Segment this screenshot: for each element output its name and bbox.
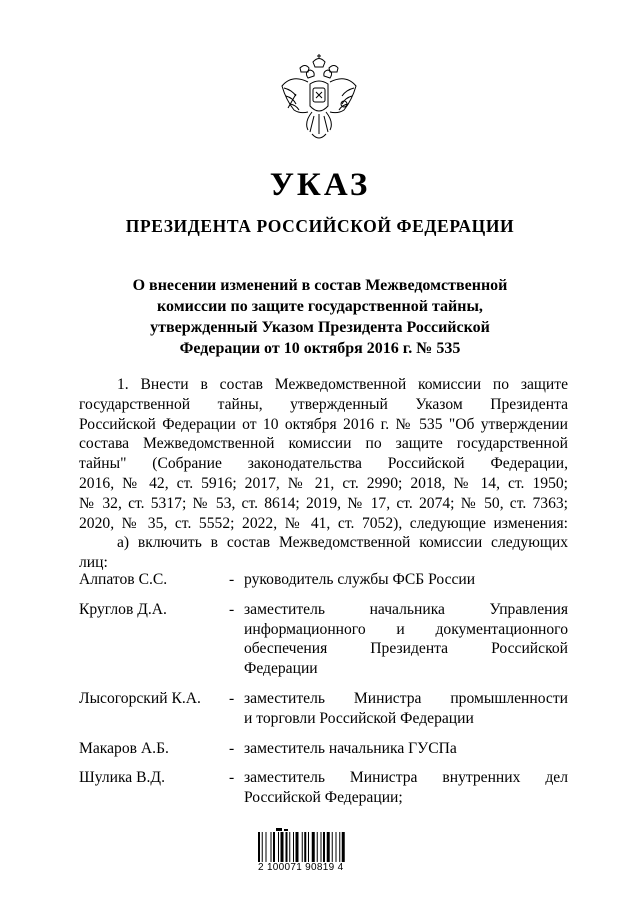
- barcode: [258, 832, 362, 862]
- member-name: Лысогорский К.А.: [79, 689, 201, 707]
- member-dash: -: [229, 739, 235, 757]
- member-role: [244, 600, 568, 679]
- body-line: 1. Внести в состав Межведомственной комиссии по защите: [117, 376, 568, 393]
- heading-line: Федерации от 10 октября 2016 г. № 535: [179, 340, 461, 357]
- member-row: [79, 739, 568, 759]
- member-dash: -: [229, 600, 235, 618]
- member-row: [79, 689, 568, 729]
- members-list: [79, 570, 568, 808]
- heading-line: О внесении изменений в состав Межведомственной: [132, 277, 508, 294]
- member-role-line: обеспечения Президента Российской: [244, 640, 568, 658]
- member-role-line: Российской Федерации;: [244, 789, 403, 807]
- member-role: [244, 570, 568, 590]
- member-role-line: заместитель начальника ГУСПа: [244, 739, 457, 757]
- member-dash: -: [229, 571, 235, 588]
- member-name: Шулика В.Д.: [79, 769, 165, 787]
- member-role: [244, 689, 568, 729]
- member-role-line: и торговли Российской Федерации: [244, 709, 474, 727]
- member-role-line: информационного и документационного: [244, 620, 568, 638]
- body-line: а) включить в состав Межведомственной комиссии следующих: [117, 534, 568, 552]
- member-role-line: заместитель Министра внутренних дел: [244, 769, 568, 787]
- body-line: 2016, № 42, ст. 5916; 2017, № 21, ст. 2990; 2018, № 14, ст. 1950;: [79, 474, 568, 492]
- member-dash: -: [229, 689, 235, 707]
- body-line: состава Межведомственной комиссии по защите государственной: [79, 435, 568, 453]
- member-role: [244, 768, 568, 808]
- body-line: лиц:: [79, 554, 108, 572]
- member-role-line: руководитель службы ФСБ России: [244, 571, 476, 588]
- document-title: УКАЗ: [269, 167, 371, 203]
- member-dash: -: [229, 769, 235, 787]
- member-name: Макаров А.Б.: [79, 739, 169, 757]
- member-row: [79, 768, 568, 808]
- member-row: [79, 600, 568, 679]
- coat-of-arms-emblem: [278, 54, 360, 146]
- document-body: [79, 375, 568, 573]
- barcode-number: 2 100071 90819 4: [258, 862, 344, 873]
- member-role-line: Федерации: [244, 660, 318, 678]
- heading-line: утвержденный Указом Президента Российской: [150, 319, 490, 336]
- member-role-line: заместитель начальника Управления: [244, 600, 568, 618]
- member-role-line: заместитель Министра промышленности: [244, 689, 568, 707]
- body-line: государственной тайны, утвержденный Указом Президента: [79, 395, 568, 413]
- body-line: Российской Федерации от 10 октября 2016 г. № 535 "Об утверждении: [79, 415, 568, 433]
- body-line: 2020, № 35, ст. 5552; 2022, № 41, ст. 7052), следующие изменения:: [79, 514, 568, 532]
- heading-line: комиссии по защите государственной тайны,: [157, 298, 483, 315]
- body-line: тайны" (Собрание законодательства Российской Федерации,: [79, 455, 568, 473]
- document-subtitle: ПРЕЗИДЕНТА РОССИЙСКОЙ ФЕДЕРАЦИИ: [125, 216, 515, 236]
- member-name: Алпатов С.С.: [79, 571, 168, 588]
- member-row: [79, 570, 568, 590]
- member-name: Круглов Д.А.: [79, 600, 167, 618]
- body-line: № 32, ст. 5317; № 53, ст. 8614; 2019, № 17, ст. 2074; № 50, ст. 7363;: [79, 494, 568, 512]
- member-role: [244, 739, 568, 759]
- document-heading: [0, 275, 640, 359]
